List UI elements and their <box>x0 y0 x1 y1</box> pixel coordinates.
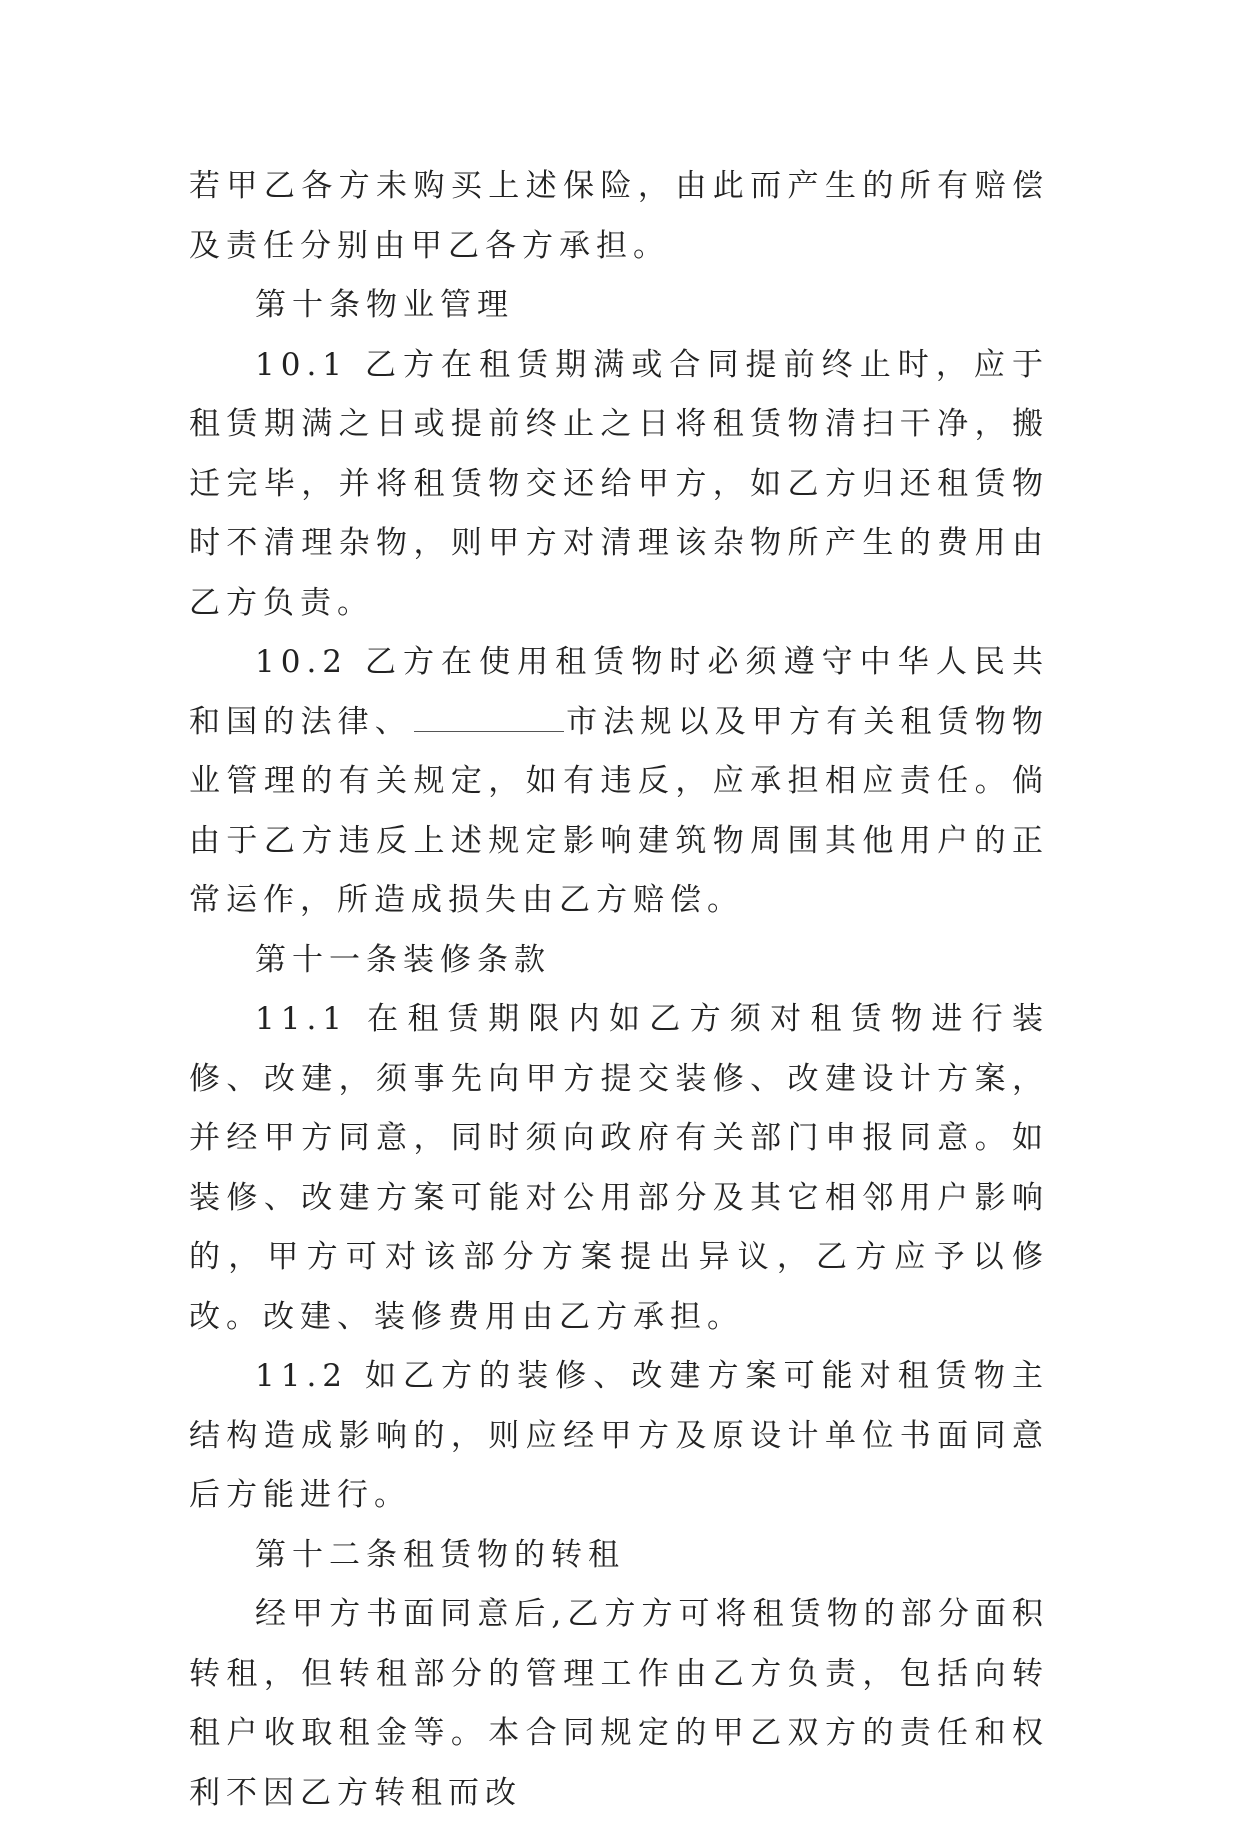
paragraph-10-2 <box>189 633 1049 931</box>
paragraph-insurance-clause: 若甲乙各方未购买上述保险，由此而产生的所有赔偿及责任分别由甲乙各方承担。 <box>189 168 1049 264</box>
heading-article-10: 第十条物业管理 <box>255 287 514 323</box>
heading-article-11: 第十一条装修条款 <box>255 941 551 978</box>
fill-in-blank-line <box>414 709 564 732</box>
paragraph-10-2-part-1: 10.2 乙方在使用租赁物时必须遵守中华人民共和国的法律、 <box>189 644 1049 740</box>
paragraph-11-1: 11.1 在租赁期限内如乙方须对租赁物进行装修、改建，须事先向甲方提交装修、改建设计方案，并经甲方同意，同时须向政府有关部门申报同意。如装修、改建方案可能对公用部分及其它相邻用户影响的，甲方可对该部分方案提出异议，乙方应予以修改。改建、装修费用由乙方承担。 <box>189 1001 1049 1335</box>
paragraph-10-1: 10.1 乙方在租赁期满或合同提前终止时，应于租赁期满之日或提前终止之日将租赁物清扫干净，搬迁完毕，并将租赁物交还给甲方，如乙方归还租赁物时不清理杂物，则甲方对清理该杂物所产生的费用由乙方负责。 <box>189 346 1049 621</box>
document-body <box>189 157 1049 1823</box>
heading-article-12: 第十二条租赁物的转租 <box>255 1536 625 1573</box>
paragraph-10-2-part-2: 市法规以及甲方有关租赁物物业管理的有关规定，如有违反，应承担相应责任。倘由于乙方违反上述规定影响建筑物周围其他用户的正常运作，所造成损失由乙方赔偿。 <box>189 703 1050 918</box>
paragraph-11-2: 11.2 如乙方的装修、改建方案可能对租赁物主结构造成影响的，则应经甲方及原设计单位书面同意后方能进行。 <box>189 1358 1049 1513</box>
paragraph-12-sublease: 经甲方书面同意后,乙方方可将租赁物的部分面积转租，但转租部分的管理工作由乙方负责，包括向转租户收取租金等。本合同规定的甲乙双方的责任和权利不因乙方转租而改 <box>189 1596 1049 1811</box>
